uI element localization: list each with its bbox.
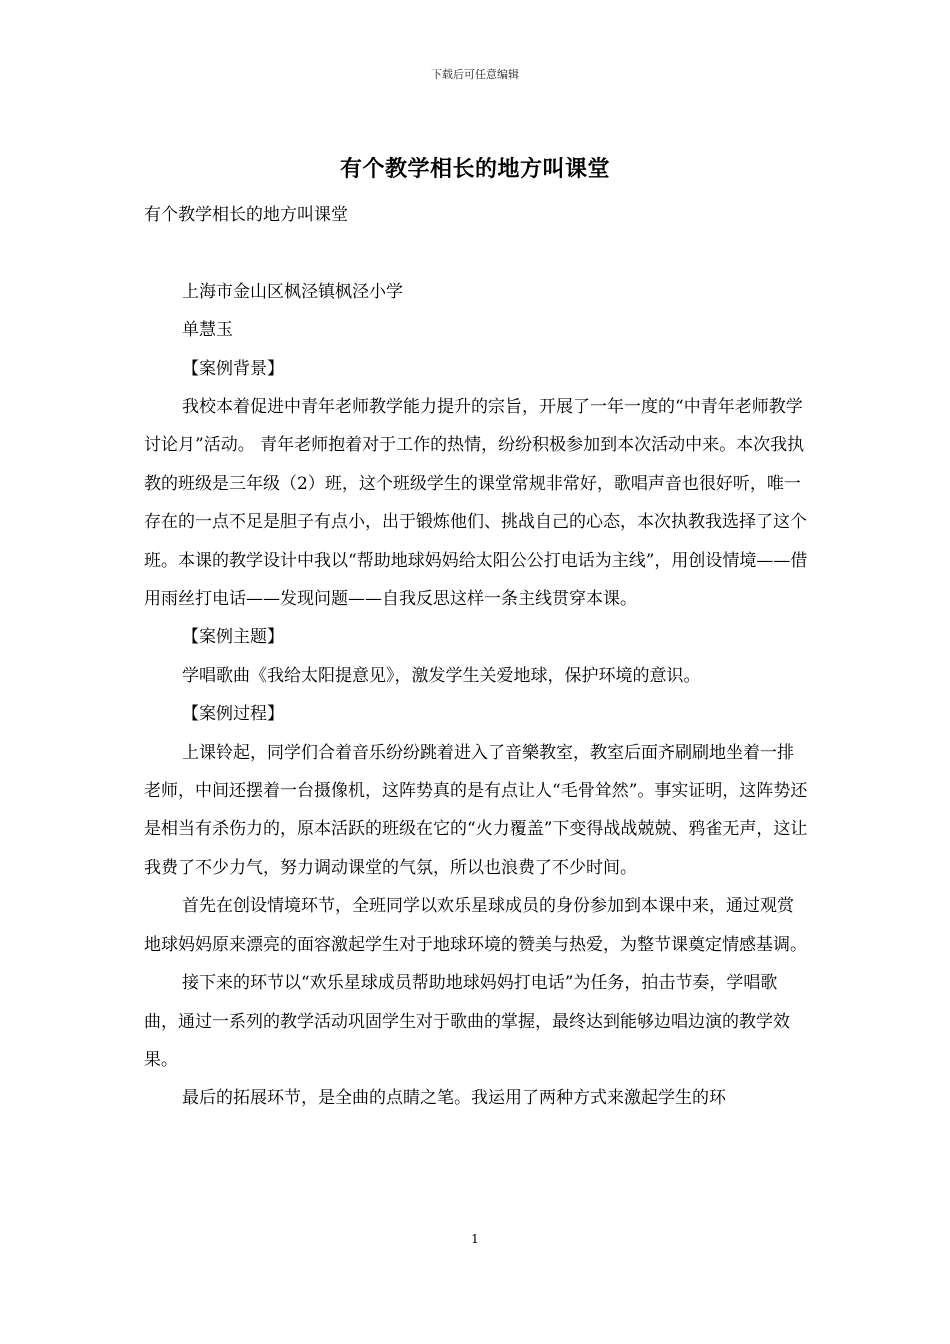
document-body: [144, 196, 808, 1118]
paragraph-process-3: 接下来的环节以“欢乐星球成员帮助地球妈妈打电话”为任务，拍击节奏，学唱歌曲，通过一系列的教学活动巩固学生对于歌曲的掌握，最终达到能够边唱边演的教学效果。: [144, 973, 790, 1070]
author-school: 上海市金山区枫泾镇枫泾小学: [182, 281, 403, 302]
section-heading-theme: 【案例主题】: [182, 627, 284, 648]
paragraph-theme: 学唱歌曲《我给太阳提意见》，激发学生关爱地球，保护环境的意识。: [182, 665, 701, 686]
subtitle-line: 有个教学相长的地方叫课堂: [144, 205, 348, 225]
section-heading-process: 【案例过程】: [182, 704, 284, 725]
page-header: 下载后可任意编辑: [431, 68, 519, 81]
paragraph-process-4: 最后的拓展环节，是全曲的点睛之笔。我运用了两种方式来激起学生的环: [182, 1088, 726, 1109]
blank-line: [144, 234, 808, 272]
paragraph-process-1: 上课铃起，同学们合着音乐纷纷跳着进入了音樂教室，教室后面齐刷刷地坐着一排老师，中间还摆着一台摄像机，这阵势真的是有点让人“毛骨耸然”。事实证明，这阵势还是相当有杀伤力的，原本活跃的班级在它的“火力覆盖”下变得战战兢兢、鸦雀无声，这让我费了不少力气，努力调动课堂的气氛，所以也浪费了不少时间。: [144, 742, 808, 878]
paragraph-background: 我校本着促进中青年老师教学能力提升的宗旨，开展了一年一度的“中青年老师教学讨论月”活动。 青年老师抱着对于工作的热情，纷纷积极参加到本次活动中来。本次我执教的班级是三年级（2）班，这个班级学生的课堂常规非常好，歌唱声音也很好听，唯一存在的一点不足是胆子有点小，出于锻炼他们、挑战自己的心态，本次执教我选择了这个班。本课的教学设计中我以“帮助地球妈妈给太阳公公打电话为主线”，用创设情境——借用雨丝打电话——发现问题——自我反思这样一条主线贯穿本课。: [144, 397, 808, 610]
page-number: 1: [471, 1232, 479, 1246]
section-heading-background: 【案例背景】: [182, 358, 284, 379]
document-title: 有个教学相长的地方叫课堂: [339, 156, 610, 182]
author-name: 单慧玉: [182, 320, 233, 341]
paragraph-process-2: 首先在创设情境环节，全班同学以欢乐星球成员的身份参加到本课中来，通过观赏地球妈妈原来漂亮的面容激起学生对于地球环境的赞美与热爱，为整节课奠定情感基调。: [144, 896, 807, 955]
